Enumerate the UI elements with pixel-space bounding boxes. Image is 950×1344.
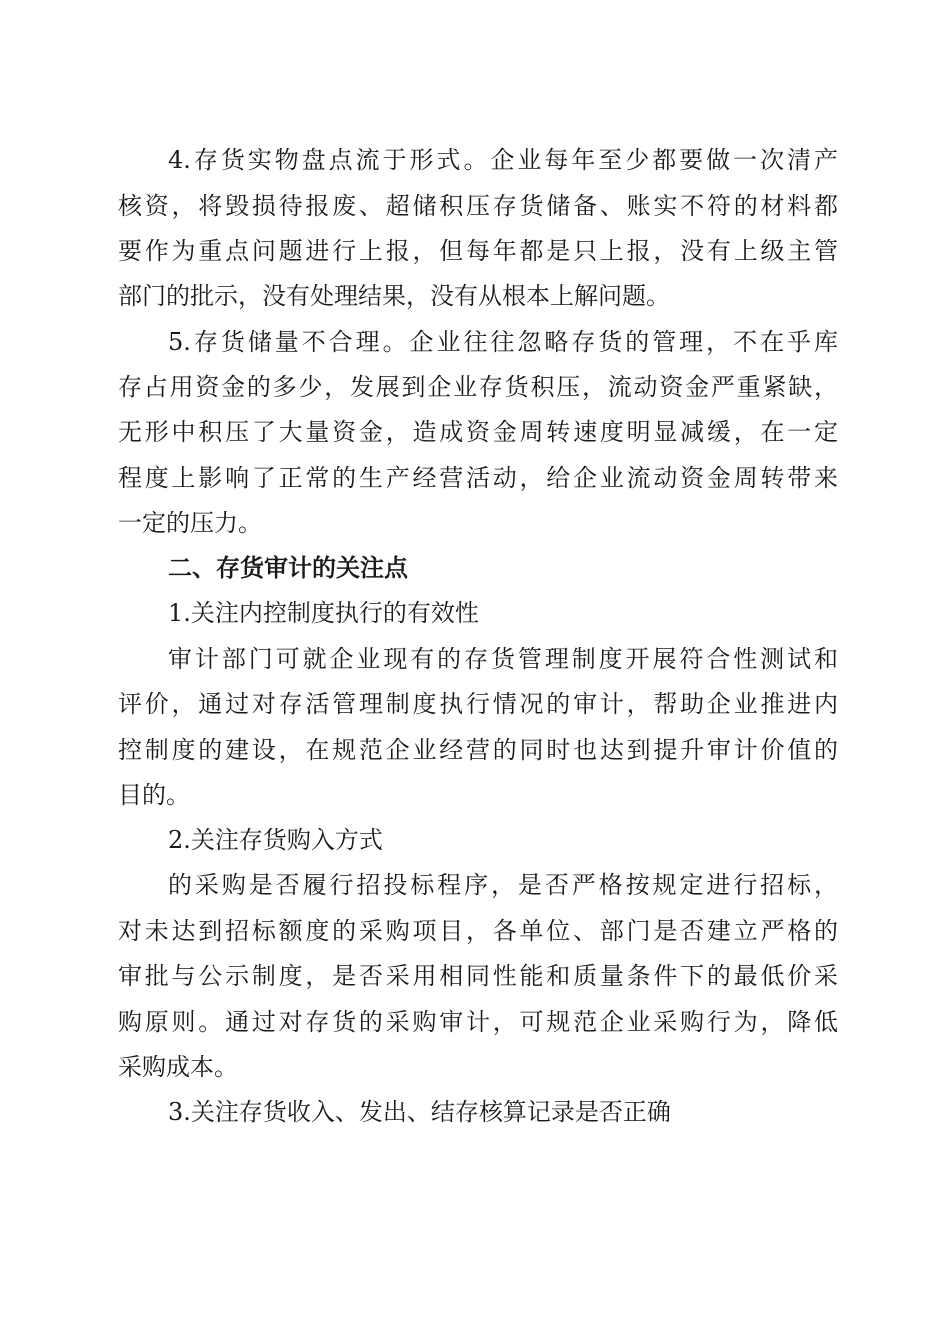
paragraph-line: 购原则。通过对存货的采购审计，可规范企业采购行为，降低 — [118, 1008, 838, 1036]
paragraph-line: 评价，通过对存活管理制度执行情况的审计，帮助企业推进内 — [118, 690, 838, 718]
paragraph-line: 控制度的建设，在规范企业经营的同时也达到提升审计价值的 — [118, 736, 838, 764]
paragraph-line: 目的。 — [118, 781, 190, 809]
paragraph-line: 审计部门可就企业现有的存货管理制度开展符合性测试和 — [168, 645, 838, 673]
paragraph-line: 5.存货储量不合理。企业往往忽略存货的管理，不在乎库 — [168, 328, 838, 356]
paragraph-line: 采购成本。 — [118, 1053, 238, 1081]
paragraph-line: 存占用资金的多少，发展到企业存货积压，流动资金严重紧缺， — [118, 373, 838, 401]
paragraph-line: 要作为重点问题进行上报，但每年都是只上报，没有上级主管 — [118, 237, 838, 265]
paragraph-line: 审批与公示制度，是否采用相同性能和质量条件下的最低价采 — [118, 962, 838, 990]
subheading: 2.关注存货购入方式 — [168, 826, 383, 854]
paragraph-line: 无形中积压了大量资金，造成资金周转速度明显减缓，在一定 — [118, 418, 838, 446]
subheading: 3.关注存货收入、发出、结存核算记录是否正确 — [168, 1098, 671, 1126]
paragraph-line: 核资，将毁损待报废、超储积压存货储备、账实不符的材料都 — [118, 192, 838, 220]
paragraph-line: 部门的批示，没有处理结果，没有从根本上解问题。 — [118, 282, 670, 310]
paragraph-line: 4.存货实物盘点流于形式。企业每年至少都要做一次清产 — [168, 146, 838, 174]
paragraph-line: 程度上影响了正常的生产经营活动，给企业流动资金周转带来 — [118, 464, 838, 492]
paragraph-line: 对未达到招标额度的采购项目，各单位、部门是否建立严格的 — [118, 917, 838, 945]
paragraph-line: 一定的压力。 — [118, 509, 262, 537]
paragraph-line: 的采购是否履行招投标程序，是否严格按规定进行招标， — [168, 871, 838, 899]
section-heading: 二、存货审计的关注点 — [168, 554, 408, 582]
subheading: 1.关注内控制度执行的有效性 — [168, 599, 479, 627]
